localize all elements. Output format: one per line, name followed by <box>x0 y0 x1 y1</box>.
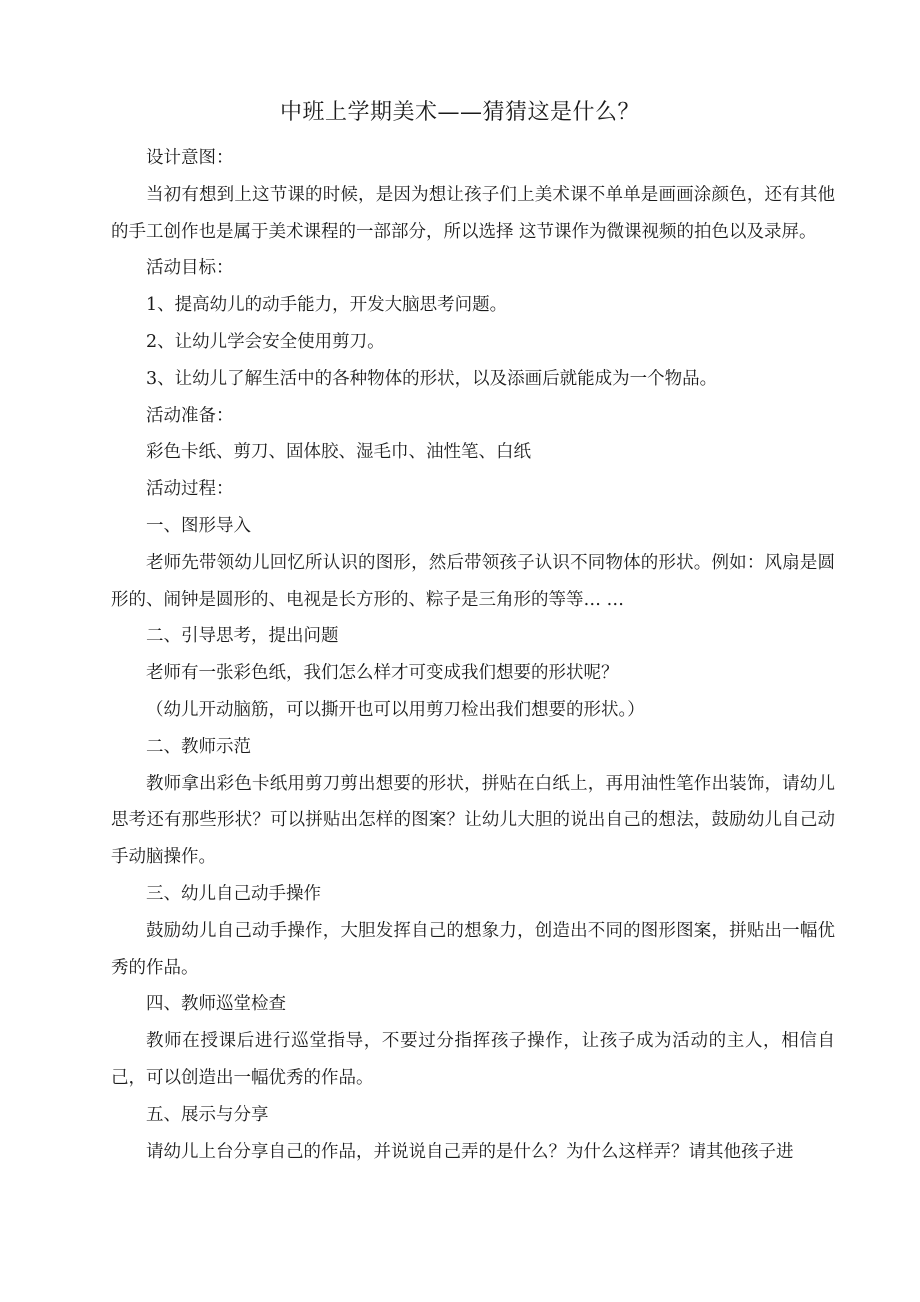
paragraph-materials: 彩色卡纸、剪刀、固体胶、湿毛巾、油性笔、白纸 <box>146 442 531 463</box>
goal-item-3: 3、让幼儿了解生活中的各种物体的形状，以及添画后就能成为一个物品。 <box>146 368 718 389</box>
paragraph-step-2-note: （幼儿开动脑筋，可以撕开也可以用剪刀检出我们想要的形状。） <box>146 699 645 720</box>
goal-item-1: 1、提高幼儿的动手能力，开发大脑思考问题。 <box>146 295 508 316</box>
paragraph-step-3: 鼓励幼儿自己动手操作，大胆发挥自己的想象力，创造出不同的图形图案，拼贴出一幅优秀的作品。 <box>111 920 835 978</box>
section-heading-goals: 活动目标： <box>146 258 234 279</box>
paragraph-demo: 教师拿出彩色卡纸用剪刀剪出想要的形状，拼贴在白纸上，再用油性笔作出装饰，请幼儿思考还有那些形状？可以拼贴出怎样的图案？让幼儿大胆的说出自己的想法，鼓励幼儿自己动手动脑操作。 <box>111 773 835 868</box>
document-body <box>111 140 835 1170</box>
section-heading-process: 活动过程： <box>146 479 234 500</box>
step-heading-5: 五、展示与分享 <box>146 1104 269 1125</box>
step-heading-4: 四、教师巡堂检查 <box>146 994 286 1015</box>
paragraph-step-2-question: 老师有一张彩色纸，我们怎么样才可变成我们想要的形状呢？ <box>146 663 619 684</box>
step-heading-demo: 二、教师示范 <box>146 736 251 757</box>
step-heading-1: 一、图形导入 <box>146 515 251 536</box>
paragraph-step-5: 请幼儿上台分享自己的作品，并说说自己弄的是什么？为什么这样弄？请其他孩子进 <box>146 1141 794 1162</box>
paragraph-design-intent: 当初有想到上这节课的时候，是因为想让孩子们上美术课不单单是画画涂颜色，还有其他的手工创作也是属于美术课程的一部部分，所以选择 这节课作为微课视频的拍色以及录屏。 <box>111 184 835 242</box>
step-heading-2: 二、引导思考，提出问题 <box>146 626 339 647</box>
section-heading-preparation: 活动准备： <box>146 405 234 426</box>
goal-item-2: 2、让幼儿学会安全使用剪刀。 <box>146 331 385 352</box>
paragraph-step-4: 教师在授课后进行巡堂指导，不要过分指挥孩子操作，让孩子成为活动的主人，相信自己，可以创造出一幅优秀的作品。 <box>111 1031 835 1088</box>
document-title: 中班上学期美术——猜猜这是什么？ <box>279 100 640 125</box>
section-heading-design-intent: 设计意图： <box>146 148 234 168</box>
paragraph-step-1: 老师先带领幼儿回忆所认识的图形，然后带领孩子认识不同物体的形状。例如：风扇是圆形的、闹钟是圆形的、电视是长方形的、粽子是三角形的等等… … <box>111 552 835 610</box>
step-heading-3: 三、幼儿自己动手操作 <box>146 883 321 904</box>
